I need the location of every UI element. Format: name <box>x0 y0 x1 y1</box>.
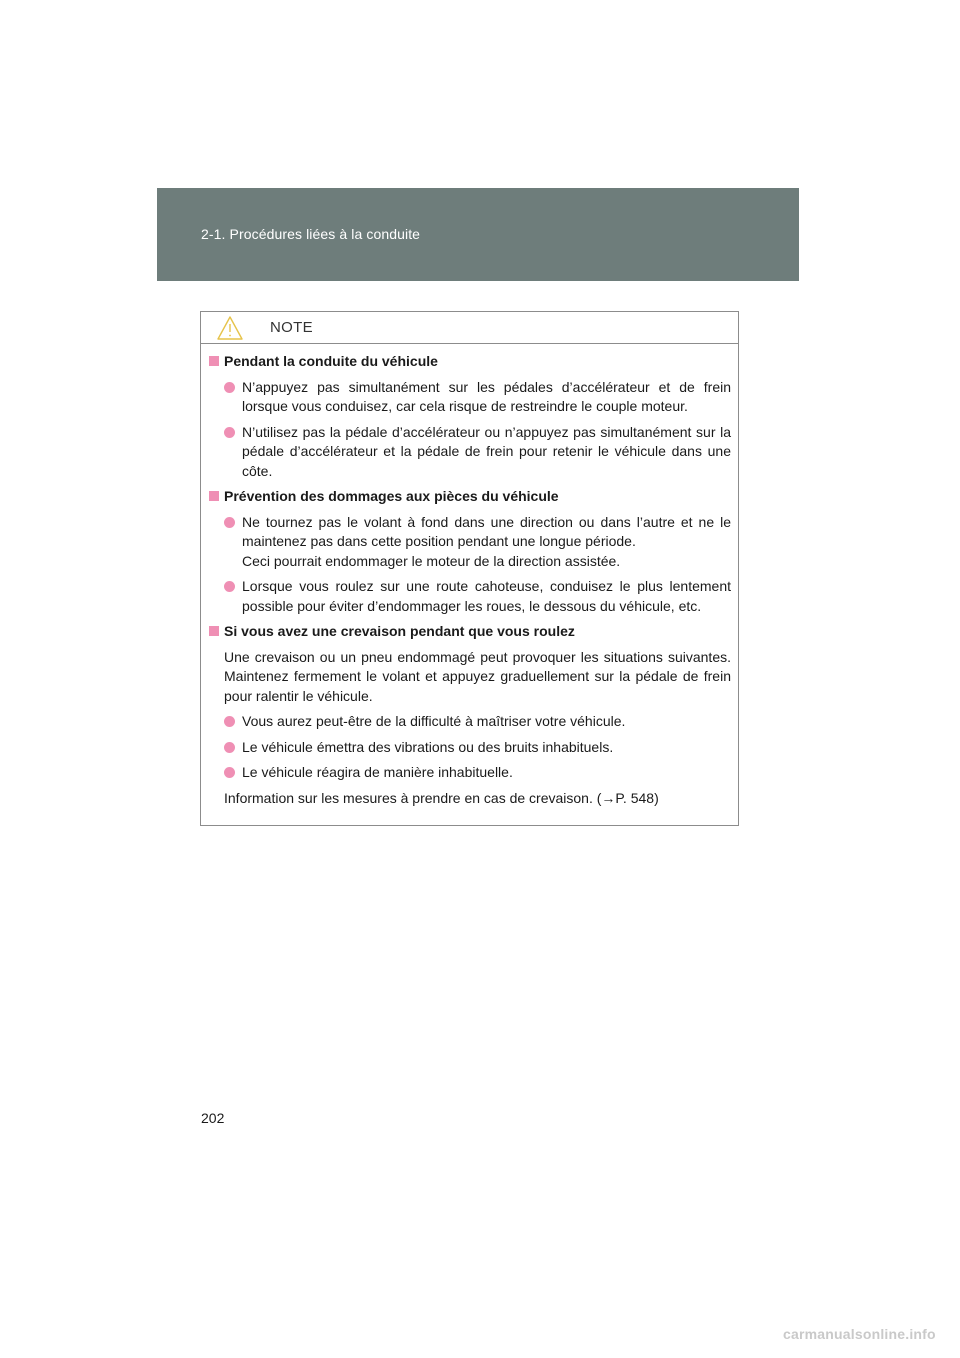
watermark-text: carmanualsonline.info <box>783 1326 936 1342</box>
round-bullet-icon <box>224 382 235 393</box>
note-body <box>208 352 731 814</box>
list-item <box>208 513 731 572</box>
section-heading <box>208 352 731 372</box>
section-heading-text: Pendant la conduite du véhicule <box>224 353 438 369</box>
list-item-text: Lorsque vous roulez sur une route cahoteuse, conduisez le plus lentement possible pour éviter d’endommager les roues, le dessous du véhicule, etc. <box>242 578 731 614</box>
list-item <box>208 423 731 482</box>
section-heading <box>208 487 731 507</box>
page-reference-paragraph: Information sur les mesures à prendre en cas de crevaison. (→P. 548) <box>224 789 659 806</box>
list-item-subtext: Ceci pourrait endommager le moteur de la direction assistée. <box>242 552 621 569</box>
list-item-text: Vous aurez peut-être de la difficulté à maîtriser votre véhicule. <box>242 713 626 729</box>
round-bullet-icon <box>224 742 235 753</box>
section-heading-text: Si vous avez une crevaison pendant que vous roulez <box>224 623 575 639</box>
round-bullet-icon <box>224 427 235 438</box>
warning-triangle-icon <box>216 315 244 341</box>
round-bullet-icon <box>224 517 235 528</box>
list-item-text: Ne tournez pas le volant à fond dans une direction ou dans l’autre et ne le maintenez pas dans cette position pendant une longue période. <box>242 513 731 549</box>
list-item <box>208 738 731 758</box>
page-number: 202 <box>201 1110 225 1126</box>
list-item <box>208 712 731 732</box>
round-bullet-icon <box>224 581 235 592</box>
square-bullet-icon <box>209 356 219 366</box>
list-item <box>208 763 731 783</box>
chapter-header-band <box>157 188 799 281</box>
note-box <box>200 311 739 826</box>
list-item <box>208 577 731 616</box>
section-heading <box>208 622 731 642</box>
list-item-text: N’utilisez pas la pédale d’accélérateur ou n’appuyez pas simultanément sur la pédale d’accélérateur et la pédale de frein pour retenir le véhicule dans une côte. <box>242 423 731 479</box>
list-item-text: N’appuyez pas simultanément sur les pédales d’accélérateur et de frein lorsque vous conduisez, car cela risque de restreindre le couple moteur. <box>242 378 731 414</box>
round-bullet-icon <box>224 767 235 778</box>
square-bullet-icon <box>209 491 219 501</box>
round-bullet-icon <box>224 716 235 727</box>
section-intro-paragraph: Une crevaison ou un pneu endommagé peut provoquer les situations suivantes. Maintenez fermement le volant et appuyez graduellement sur la pédale de frein pour ralentir le véhicule. <box>224 648 731 704</box>
section-heading-text: Prévention des dommages aux pièces du véhicule <box>224 488 559 504</box>
chapter-section-title: 2-1. Procédures liées à la conduite <box>201 226 421 242</box>
note-header <box>201 312 738 344</box>
list-item-text: Le véhicule émettra des vibrations ou des bruits inhabituels. <box>242 738 614 755</box>
note-title: NOTE <box>270 319 313 336</box>
list-item <box>208 378 731 417</box>
list-item-text: Le véhicule réagira de manière inhabituelle. <box>242 764 513 780</box>
square-bullet-icon <box>209 626 219 636</box>
